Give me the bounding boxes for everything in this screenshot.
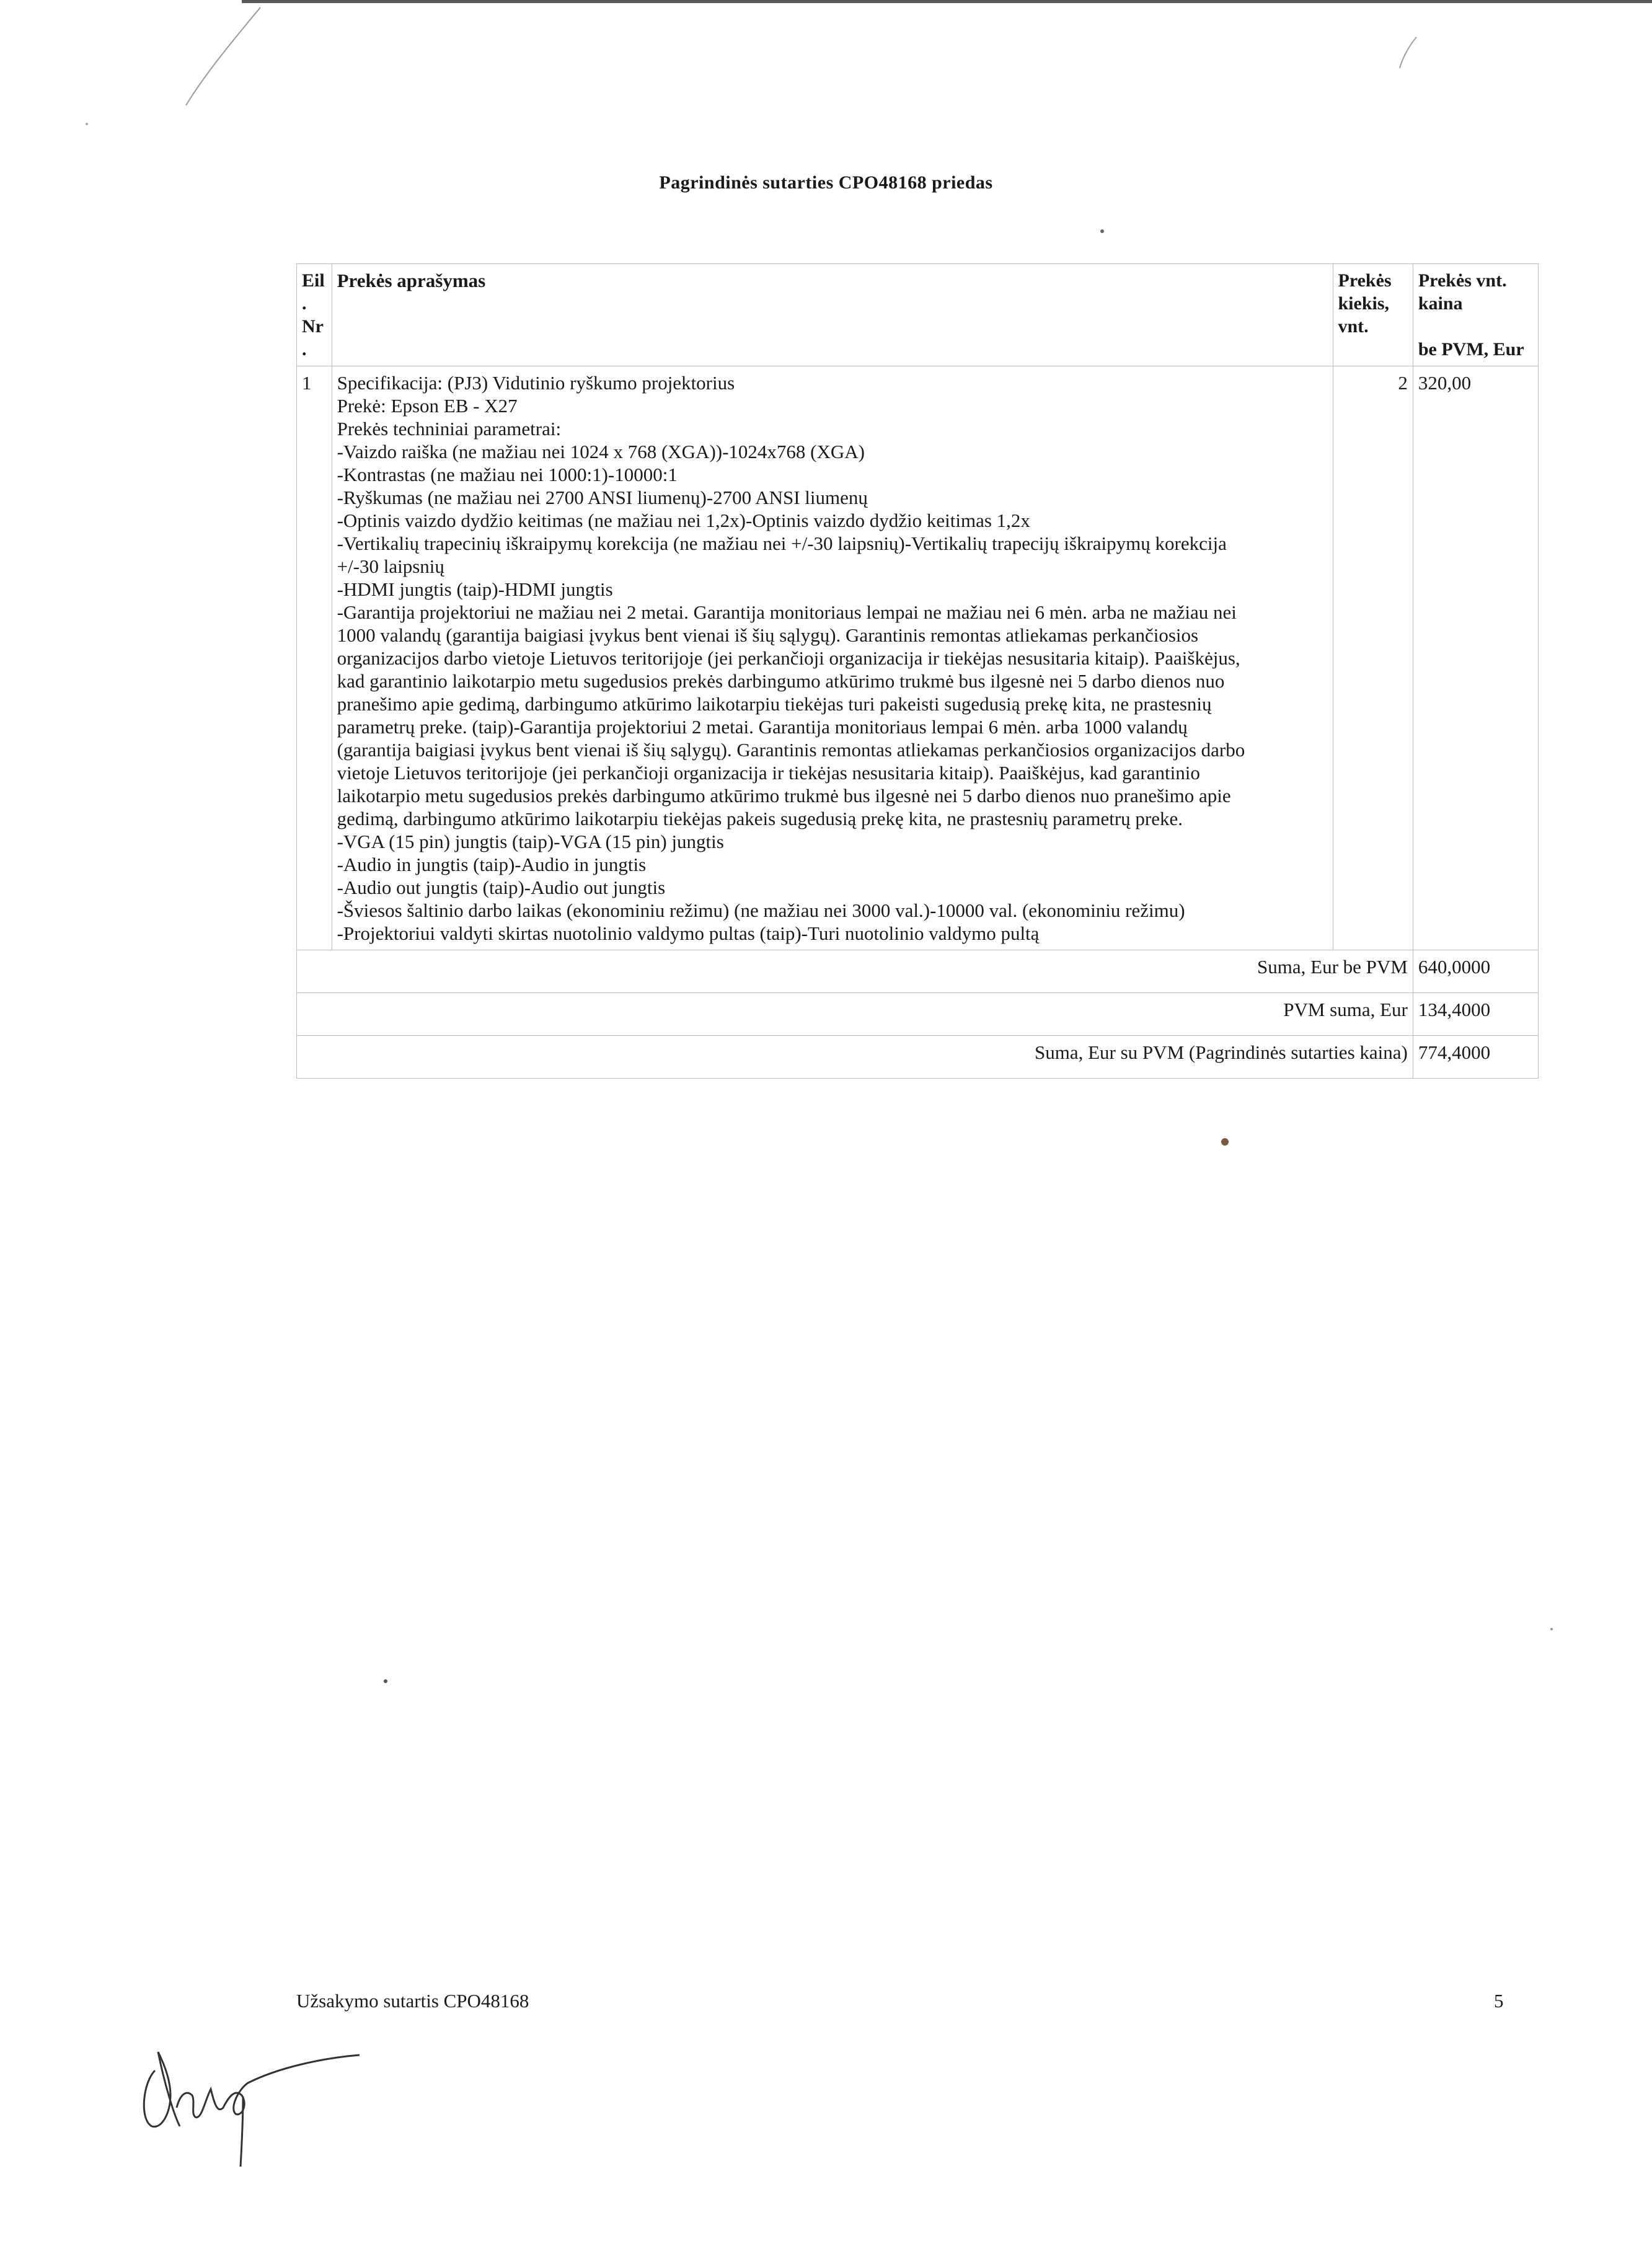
row-unit-price: 320,00: [1413, 366, 1538, 950]
header-unit-price-line1: Prekės vnt. kaina: [1418, 270, 1507, 314]
description-line: gedimą, darbingumo atkūrimo laikotarpiu tiekėjas pakeis sugedusią prekę kita, ne prastesnių parametrų preke.: [337, 808, 1183, 829]
description-line: kad garantinio laikotarpio metu sugedusios prekės darbingumo atkūrimo trukmė bus ilgesnė nei 5 darbo dienos nuo: [337, 670, 1225, 692]
total-vat-label: PVM suma, Eur: [297, 993, 1413, 1036]
description-line: -Kontrastas (ne mažiau nei 1000:1)-10000:1: [337, 464, 678, 485]
total-gross-label: Suma, Eur su PVM (Pagrindinės sutarties kaina): [297, 1036, 1413, 1079]
description-line: parametrų preke. (taip)-Garantija projektoriui 2 metai. Garantija monitoriaus lempai 6 mėn. arba 1000 valandų: [337, 716, 1188, 738]
header-description: Prekės aprašymas: [332, 264, 1333, 366]
total-row-net: [297, 950, 1539, 993]
total-row-gross: [297, 1036, 1539, 1079]
description-line: -Vertikalių trapecinių iškraipymų korekcija (ne mažiau nei +/-30 laipsnių)-Vertikalių trapecijų iškraipymų korekcija: [337, 533, 1227, 554]
row-nr: 1: [297, 366, 332, 950]
description-line: organizacijos darbo vietoje Lietuvos teritorijoje (jei perkančioji organizacija ir tiekėjas nesusitaria kitaip). Paaiškėjus,: [337, 647, 1240, 669]
description-line: (garantija baigiasi įvykus bent vienai iš šių sąlygų). Garantinis remontas atliekamas perkančiosios organizacijos darbo: [337, 739, 1245, 761]
total-vat-value: 134,4000: [1413, 993, 1538, 1036]
footer-page-number: 5: [1494, 1990, 1504, 2012]
total-gross-value: 774,4000: [1413, 1036, 1538, 1079]
document-title: Pagrindinės sutarties CPO48168 priedas: [659, 172, 993, 193]
table-row: [297, 366, 1539, 950]
header-nr: Eil . Nr .: [297, 264, 332, 366]
header-quantity: Prekės kiekis, vnt.: [1333, 264, 1413, 366]
total-net-label: Suma, Eur be PVM: [297, 950, 1413, 993]
description-line: -Optinis vaizdo dydžio keitimas (ne mažiau nei 1,2x)-Optinis vaizdo dydžio keitimas 1,2x: [337, 510, 1030, 531]
header-unit-price-line2: be PVM, Eur: [1418, 339, 1524, 360]
description-line: vietoje Lietuvos teritorijoje (jei perkančioji organizacija ir tiekėjas nesusitaria kitaip). Paaiškėjus, kad garantinio: [337, 762, 1200, 784]
total-net-value: 640,0000: [1413, 950, 1538, 993]
description-line: -Šviesos šaltinio darbo laikas (ekonominiu režimu) (ne mažiau nei 3000 val.)-10000 val. (ekonominiu režimu): [337, 899, 1185, 921]
description-line: -HDMI jungtis (taip)-HDMI jungtis: [337, 578, 613, 600]
description-line: -Garantija projektoriui ne mažiau nei 2 metai. Garantija monitoriaus lempai ne mažiau nei 6 mėn. arba ne mažiau nei: [337, 601, 1237, 623]
header-unit-price: [1413, 264, 1538, 366]
description-line: -Audio in jungtis (taip)-Audio in jungtis: [337, 854, 647, 875]
row-quantity: 2: [1333, 366, 1413, 950]
description-line: 1000 valandų (garantija baigiasi įvykus bent vienai iš šių sąlygų). Garantinis remontas atliekamas perkančiosios: [337, 624, 1199, 646]
description-line: -Projektoriui valdyti skirtas nuotolinio valdymo pultas (taip)-Turi nuotolinio valdymo pultą: [337, 922, 1040, 944]
description-line: -Ryškumas (ne mažiau nei 2700 ANSI liumenų)-2700 ANSI liumenų: [337, 487, 868, 508]
description-line: -VGA (15 pin) jungtis (taip)-VGA (15 pin) jungtis: [337, 831, 724, 852]
scan-edge-line: [242, 0, 1652, 3]
description-line: laikotarpio metu sugedusios prekės darbingumo atkūrimo trukmė bus ilgesnė nei 5 darbo dienos nuo pranešimo apie: [337, 785, 1231, 807]
description-line: -Vaizdo raiška (ne mažiau nei 1024 x 768 (XGA))-1024x768 (XGA): [337, 441, 865, 462]
total-row-vat: [297, 993, 1539, 1036]
description-line: Prekė: Epson EB - X27: [337, 395, 518, 417]
description-line: -Audio out jungtis (taip)-Audio out jungtis: [337, 877, 666, 898]
description-line: Specifikacija: (PJ3) Vidutinio ryškumo projektorius: [337, 372, 735, 394]
specification-table: [296, 263, 1539, 1079]
row-description: [332, 366, 1333, 950]
footer-contract-label: Užsakymo sutartis CPO48168: [296, 1990, 529, 2012]
handwritten-signature: [136, 2046, 372, 2176]
table-header-row: [297, 264, 1539, 366]
description-line: +/-30 laipsnių: [337, 555, 444, 577]
description-line: Prekės techniniai parametrai:: [337, 418, 562, 440]
description-line: pranešimo apie gedimą, darbingumo atkūrimo laikotarpiu tiekėjas turi pakeisti sugedusią prekę kita, ne prastesnių: [337, 693, 1212, 715]
